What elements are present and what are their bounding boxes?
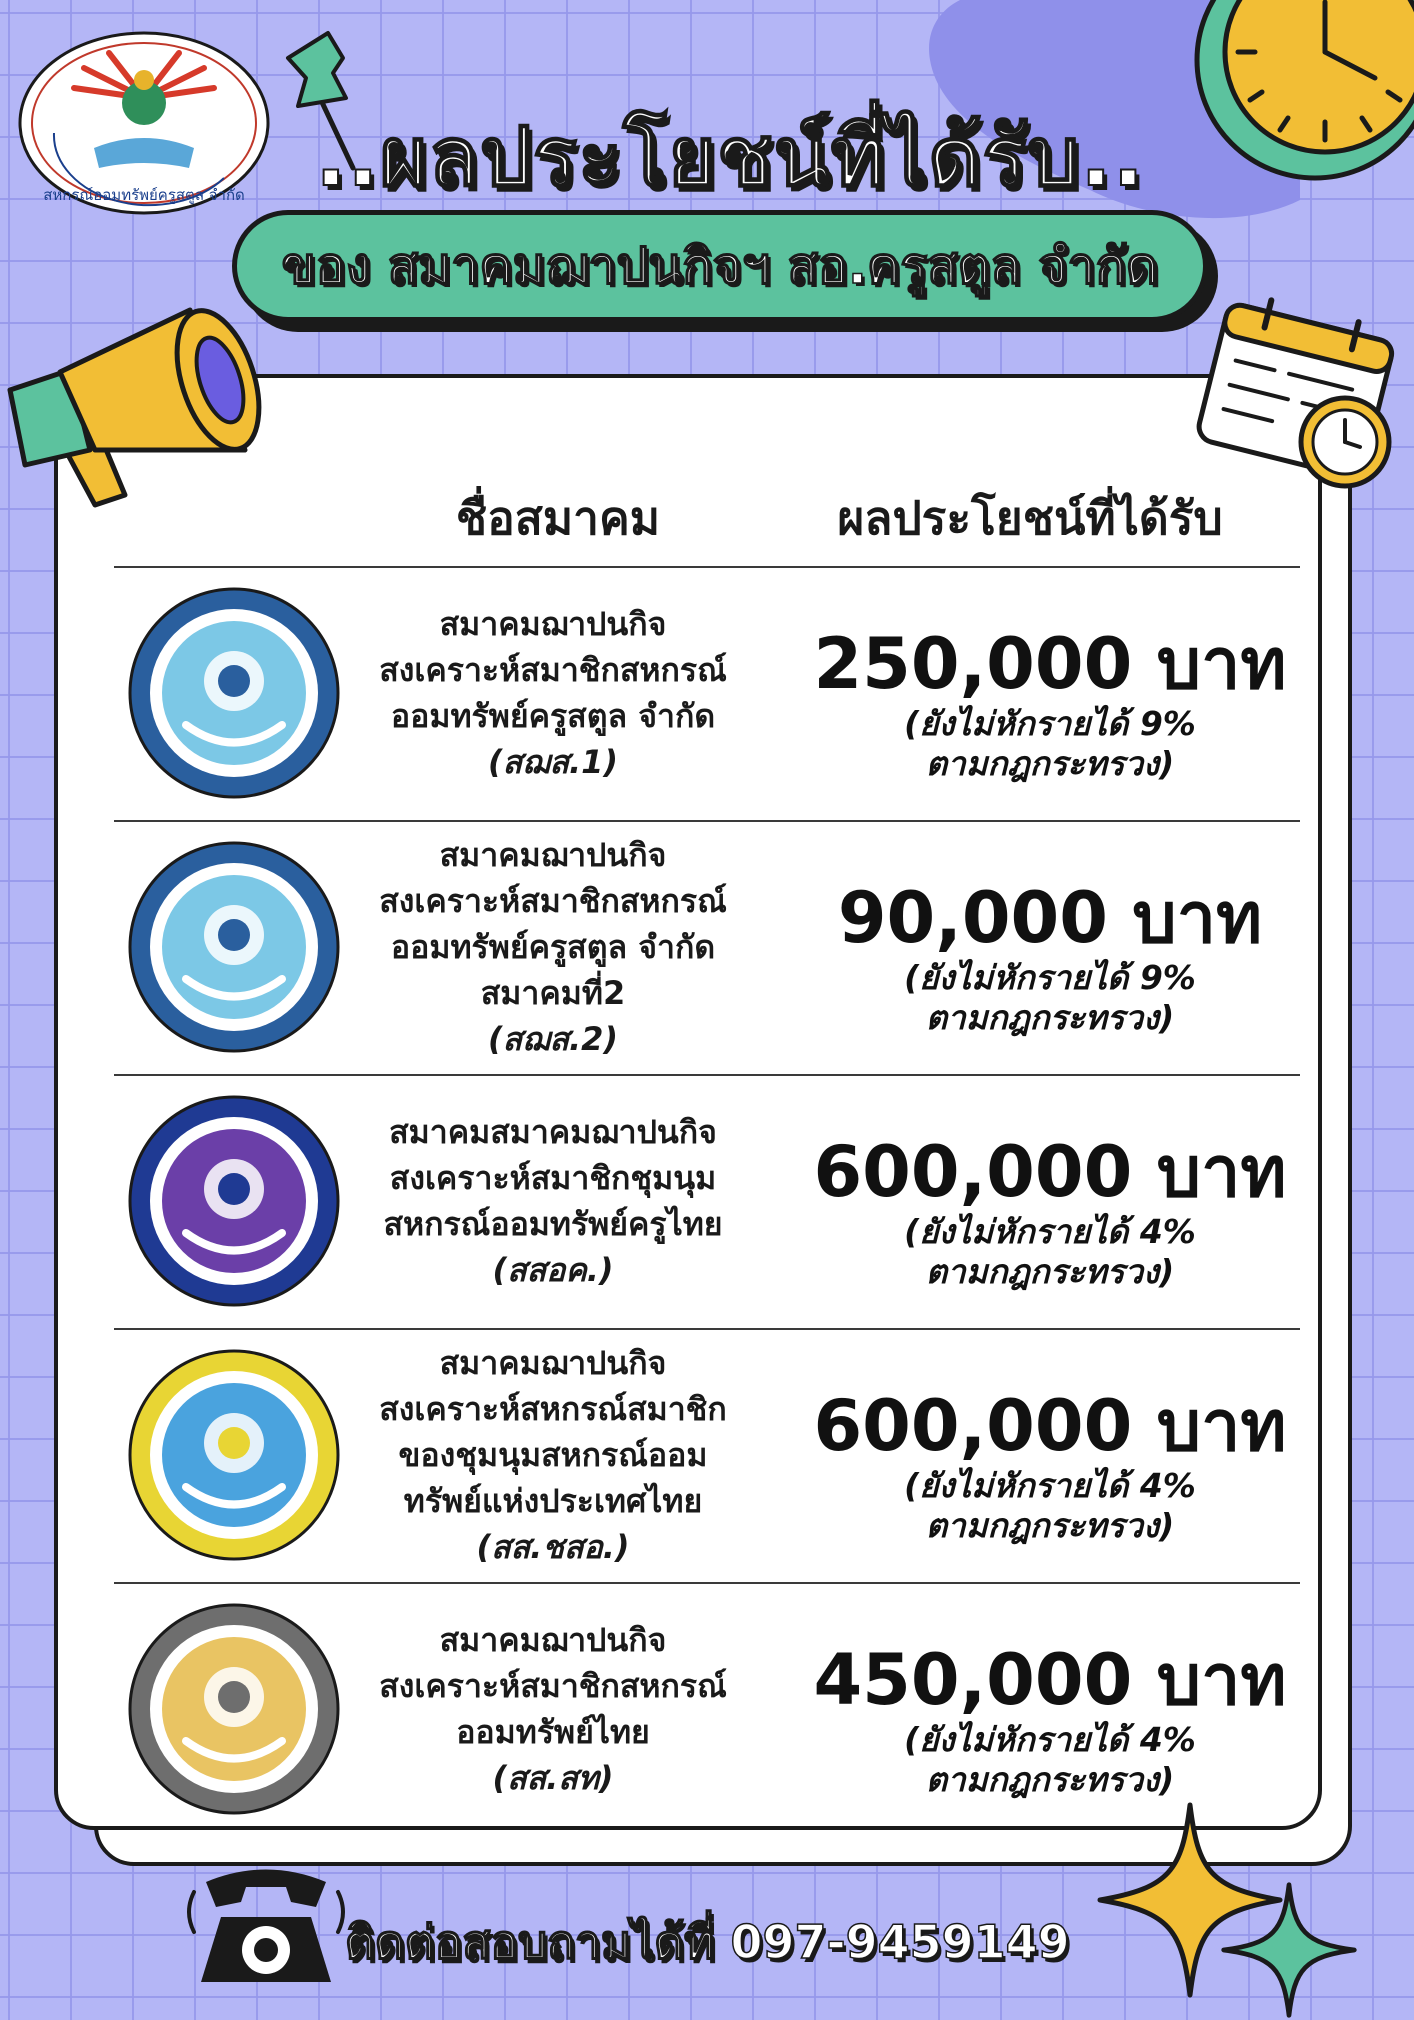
association-name-line: สมาคมฌาปนกิจ [439,1344,667,1382]
association-name-line: ออมทรัพย์ไทย [456,1713,650,1751]
benefit-amount: 600,000 บาท [813,1385,1287,1467]
benefit-note [790,1212,1310,1292]
benefit-note-line: (ยังไม่หักรายได้ 4% [904,1212,1196,1251]
benefit-amount: 90,000 บาท [837,877,1263,959]
benefit-note-line: ตามกฎกระทรวง) [925,744,1175,783]
benefit-note [790,704,1310,784]
association-name-line: ทรัพย์แห่งประเทศไทย [403,1482,703,1520]
benefit-note-line: (ยังไม่หักรายได้ 4% [904,1466,1196,1505]
telephone-icon [186,1862,346,1992]
benefit-note-line: (ยังไม่หักรายได้ 9% [904,704,1196,743]
association-name-line: สงเคราะห์สมาชิกสหกรณ์ [379,651,727,689]
calendar-icon [1190,292,1414,502]
association-logo [126,1347,342,1563]
benefit-note-line: ตามกฎกระทรวง) [925,1760,1175,1799]
column-header-name: ชื่อสมาคม [455,491,661,545]
subtitle-banner [232,210,1208,322]
benefit-note-line: ตามกฎกระทรวง) [925,1252,1175,1291]
association-name-line: สมาคมฌาปนกิจ [439,605,667,643]
wall-clock-icon [1190,0,1414,190]
column-header-benefit: ผลประโยชน์ที่ได้รับ [837,491,1223,545]
benefit-note-line: (ยังไม่หักรายได้ 9% [904,958,1196,997]
association-name-line: สมาคมสมาคมฌาปนกิจ [389,1113,717,1151]
association-logo [126,585,342,801]
contact-phone[interactable]: ติดต่อสอบถามได้ที่ 097-9459149 [345,1915,1070,1969]
association-name-line: สงเคราะห์สมาชิกสหกรณ์ [379,882,727,920]
association-name [338,832,768,1062]
benefit-note [790,1720,1310,1800]
association-logo [126,1601,342,1817]
org-logo [14,28,274,218]
association-abbreviation: (สส.สท) [492,1759,614,1797]
association-name-line: สงเคราะห์สมาชิกชุมนุม [389,1159,717,1197]
megaphone-icon [0,300,270,560]
association-name-line: ออมทรัพย์ครูสตูล จำกัด [390,928,716,966]
row-divider [114,1074,1300,1076]
association-logo [126,1093,342,1309]
association-name-line: สมาคมฌาปนกิจ [439,836,667,874]
sparkle-star-icon [1214,1880,1364,2020]
association-logo [126,839,342,1055]
benefit-note [790,1466,1310,1546]
benefit-note [790,958,1310,1038]
association-name [338,1617,768,1801]
association-name [338,1109,768,1293]
org-logo-text: สหกรณ์ออมทรัพย์ครูสตูล จำกัด [43,186,245,204]
association-name-line: สงเคราะห์สหกรณ์สมาชิก [379,1390,727,1428]
benefit-amount: 250,000 บาท [813,623,1287,705]
association-name-line: ของชุมนุมสหกรณ์ออม [398,1436,708,1474]
page-title: ..ผลประโยชน์ที่ได้รับ.. [315,110,1145,205]
association-name [338,601,768,785]
benefit-amount: 600,000 บาท [813,1131,1287,1213]
association-abbreviation: (สฌส.2) [487,1020,619,1058]
benefit-note-line: ตามกฎกระทรวง) [925,998,1175,1037]
association-name-line: สหกรณ์ออมทรัพย์ครูไทย [383,1205,723,1243]
benefit-note-line: (ยังไม่หักรายได้ 4% [904,1720,1196,1759]
row-divider [114,1328,1300,1330]
benefit-note-line: ตามกฎกระทรวง) [925,1506,1175,1545]
header-divider [114,566,1300,568]
association-name-line: สงเคราะห์สมาชิกสหกรณ์ [379,1667,727,1705]
association-abbreviation: (สสอค.) [492,1251,614,1289]
association-name [338,1340,768,1570]
association-name-line: สมาคมที่2 [480,974,626,1012]
benefit-amount: 450,000 บาท [813,1639,1287,1721]
association-abbreviation: (สฌส.1) [487,743,619,781]
association-name-line: สมาคมฌาปนกิจ [439,1621,667,1659]
row-divider [114,1582,1300,1584]
association-name-line: ออมทรัพย์ครูสตูล จำกัด [390,697,716,735]
subtitle-text: ของ สมาคมฌาปนกิจฯ สอ.ครูสตูล จำกัด [281,236,1159,295]
association-abbreviation: (สส.ชสอ.) [476,1528,630,1566]
row-divider [114,820,1300,822]
